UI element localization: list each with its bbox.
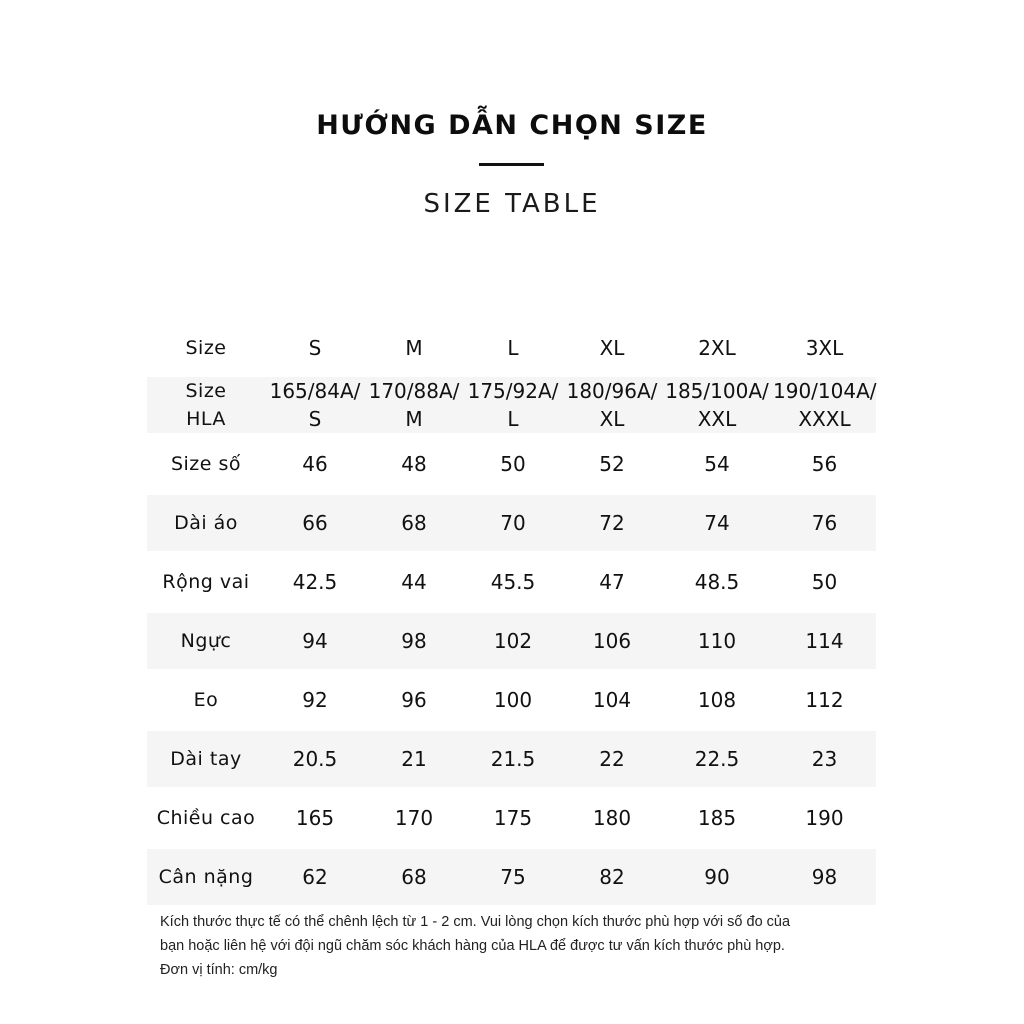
table-header-row xyxy=(147,318,876,377)
cell-line: XXXL xyxy=(798,407,851,431)
table-row xyxy=(147,787,876,849)
title-underline xyxy=(479,163,544,166)
table-cell: 48 xyxy=(401,452,427,476)
table-row xyxy=(147,613,876,669)
table-cell: 75 xyxy=(500,865,526,889)
column-header: M xyxy=(405,335,423,360)
table-cell: 66 xyxy=(302,511,328,535)
table-row xyxy=(147,377,876,433)
table-cell: 98 xyxy=(811,865,838,889)
table-cell: 185 xyxy=(697,806,737,830)
table-cell: 48.5 xyxy=(694,570,740,594)
table-cell: 70 xyxy=(500,511,526,535)
table-cell: 62 xyxy=(302,865,328,889)
cell-line: 165/84A/ xyxy=(269,379,361,403)
header-label: Size xyxy=(185,336,227,359)
table-cell: 52 xyxy=(599,452,625,476)
table-cell: 112 xyxy=(805,688,844,712)
table-cell: 72 xyxy=(599,511,625,535)
table-row xyxy=(147,433,876,495)
table-cell: 165 xyxy=(295,806,335,830)
table-cell: 50 xyxy=(811,570,838,594)
table-cell: 50 xyxy=(500,452,526,476)
table-row xyxy=(147,731,876,787)
table-cell: 47 xyxy=(599,570,625,594)
column-header: L xyxy=(507,335,519,360)
table-cell: 82 xyxy=(599,865,625,889)
table-cell: 42.5 xyxy=(292,570,338,594)
column-header: S xyxy=(308,335,322,360)
table-cell: 90 xyxy=(704,865,730,889)
cell-line: L xyxy=(507,407,519,431)
page-subtitle: SIZE TABLE xyxy=(423,189,601,219)
table-cell: 110 xyxy=(697,629,737,653)
table-cell: 46 xyxy=(302,452,328,476)
table-cell xyxy=(773,377,876,433)
table-cell: 76 xyxy=(811,511,838,535)
size-table xyxy=(147,318,876,905)
table-cell: 23 xyxy=(811,747,838,771)
table-cell: 94 xyxy=(302,629,328,653)
table-cell: 104 xyxy=(592,688,632,712)
table-cell: 68 xyxy=(401,511,427,535)
table-cell: 98 xyxy=(401,629,427,653)
cell-line: 175/92A/ xyxy=(467,379,559,403)
column-header: 3XL xyxy=(805,335,844,360)
table-cell: 45.5 xyxy=(490,570,536,594)
table-cell: 22 xyxy=(599,747,625,771)
size-note xyxy=(160,910,880,982)
table-cell: 106 xyxy=(592,629,632,653)
note-line: bạn hoặc liên hệ với đội ngũ chăm sóc khách hàng của HLA để được tư vấn kích thước phù hợp. xyxy=(160,938,785,954)
table-row xyxy=(147,551,876,613)
row-label: Size số xyxy=(170,453,242,475)
row-label-line: HLA xyxy=(186,408,226,430)
table-cell: 96 xyxy=(401,688,427,712)
row-label xyxy=(147,377,265,433)
cell-line: 185/100A/ xyxy=(665,379,769,403)
table-row xyxy=(147,849,876,905)
table-cell: 108 xyxy=(697,688,737,712)
table-row xyxy=(147,495,876,551)
cell-line: XL xyxy=(599,407,625,431)
row-label-line: Size xyxy=(185,380,227,402)
table-cell xyxy=(661,377,773,433)
cell-line: 170/88A/ xyxy=(368,379,460,403)
cell-line: XXL xyxy=(697,407,737,431)
table-cell: 20.5 xyxy=(292,747,338,771)
row-label: Rộng vai xyxy=(162,571,250,593)
cell-line: 190/104A/ xyxy=(773,379,877,403)
cell-line: 180/96A/ xyxy=(566,379,658,403)
table-cell: 102 xyxy=(493,629,533,653)
row-label: Chiều cao xyxy=(156,807,256,829)
table-cell: 54 xyxy=(704,452,730,476)
table-cell: 21.5 xyxy=(490,747,536,771)
cell-line: S xyxy=(308,407,322,431)
table-cell: 170 xyxy=(394,806,434,830)
row-label: Ngực xyxy=(180,630,232,652)
table-cell: 56 xyxy=(811,452,838,476)
column-header: 2XL xyxy=(698,335,736,360)
table-cell: 180 xyxy=(592,806,632,830)
table-cell: 74 xyxy=(704,511,730,535)
table-cell xyxy=(563,377,661,433)
page-title: HƯỚNG DẪN CHỌN SIZE xyxy=(316,110,708,141)
table-cell: 92 xyxy=(302,688,328,712)
table-cell: 68 xyxy=(401,865,427,889)
table-cell: 114 xyxy=(805,629,844,653)
table-cell: 100 xyxy=(493,688,533,712)
table-cell xyxy=(365,377,463,433)
unit-note: Đơn vị tính: cm/kg xyxy=(160,962,278,978)
table-cell: 190 xyxy=(805,806,844,830)
row-label: Cân nặng xyxy=(158,866,254,888)
note-line: Kích thước thực tế có thể chênh lệch từ 1 - 2 cm. Vui lòng chọn kích thước phù hợp với số đo của xyxy=(160,914,791,930)
table-cell: 22.5 xyxy=(694,747,740,771)
row-label: Dài tay xyxy=(170,748,242,770)
table-cell xyxy=(265,377,365,433)
row-label: Dài áo xyxy=(174,512,238,534)
row-label: Eo xyxy=(193,689,219,711)
table-cell: 21 xyxy=(401,747,427,771)
table-cell xyxy=(463,377,563,433)
table-cell: 175 xyxy=(493,806,533,830)
table-cell: 44 xyxy=(401,570,427,594)
table-row xyxy=(147,669,876,731)
column-header: XL xyxy=(599,335,625,360)
cell-line: M xyxy=(405,407,423,431)
